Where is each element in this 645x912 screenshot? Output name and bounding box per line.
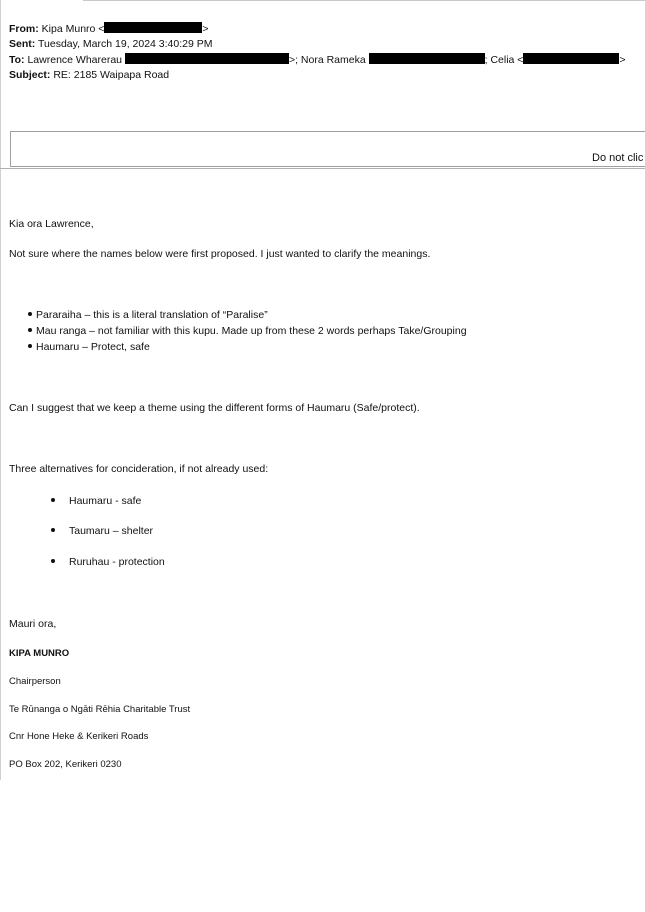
alternative-item-text: Haumaru - safe [69, 495, 142, 507]
from-value: Kipa Munro < [41, 23, 105, 35]
to-email-redaction-2 [369, 53, 485, 64]
header-subject [9, 69, 169, 81]
bullet-icon [28, 328, 32, 332]
header-to [9, 53, 626, 66]
signature-organization: Te Rūnanga o Ngāti Rēhia Charitable Trust [9, 704, 191, 715]
to-separator-2: ; Celia < [484, 54, 524, 66]
from-tail: > [202, 23, 209, 35]
banner-text: Do not clic [592, 152, 644, 164]
alternatives-intro: Three alternatives for concideration, if not already used: [9, 463, 269, 475]
to-separator-1: >; Nora Rameka [288, 54, 366, 66]
alternative-item [51, 495, 141, 507]
bullet-icon [51, 528, 55, 532]
meaning-item [28, 309, 268, 321]
to-tail: > [619, 54, 626, 66]
from-email-redaction [104, 22, 202, 33]
alternative-item-text: Ruruhau - protection [69, 556, 165, 568]
intro-paragraph: Not sure where the names below were first proposed. I just wanted to clarify the meanings. [9, 248, 431, 260]
bullet-icon [51, 559, 55, 563]
to-email-redaction-3 [523, 53, 619, 64]
to-label: To: [9, 54, 25, 66]
header-sent [9, 38, 213, 50]
meaning-item-text: Pararaiha – this is a literal translation of “Paralise” [36, 309, 268, 321]
bullet-icon [51, 498, 55, 502]
subject-value: RE: 2185 Waipapa Road [53, 69, 170, 81]
meaning-item-text: Haumaru – Protect, safe [36, 341, 150, 353]
subject-label: Subject: [9, 69, 51, 81]
sent-label: Sent: [9, 38, 36, 50]
banner-rule [0, 168, 645, 169]
meaning-item-text: Mau ranga – not familiar with this kupu. Made up from these 2 words perhaps Take/Grouping [36, 325, 467, 337]
header-from [9, 22, 209, 35]
alternative-item [51, 556, 165, 568]
sent-value: Tuesday, March 19, 2024 3:40:29 PM [37, 38, 213, 50]
bullet-icon [28, 344, 32, 348]
signature-title: Chairperson [9, 676, 61, 687]
alternative-item [51, 525, 153, 537]
greeting: Kia ora Lawrence, [9, 218, 94, 230]
left-rule [0, 0, 1, 780]
suggestion-paragraph: Can I suggest that we keep a theme using the different forms of Haumaru (Safe/protect). [9, 402, 420, 414]
external-warning-banner [10, 131, 645, 167]
signature-address-line-2: PO Box 202, Kerikeri 0230 [9, 759, 122, 770]
to-first-recipient: Lawrence Wharerau [27, 54, 123, 66]
from-label: From: [9, 23, 39, 35]
bullet-icon [28, 312, 32, 316]
signature-address-line-1: Cnr Hone Heke & Kerikeri Roads [9, 731, 149, 742]
to-email-redaction-1 [125, 53, 289, 64]
alternative-item-text: Taumaru – shelter [69, 525, 154, 537]
closing: Mauri ora, [9, 618, 57, 630]
meaning-item [28, 341, 150, 353]
meaning-item [28, 325, 467, 337]
top-rule [83, 0, 645, 1]
signature-name: KIPA MUNRO [9, 648, 70, 659]
